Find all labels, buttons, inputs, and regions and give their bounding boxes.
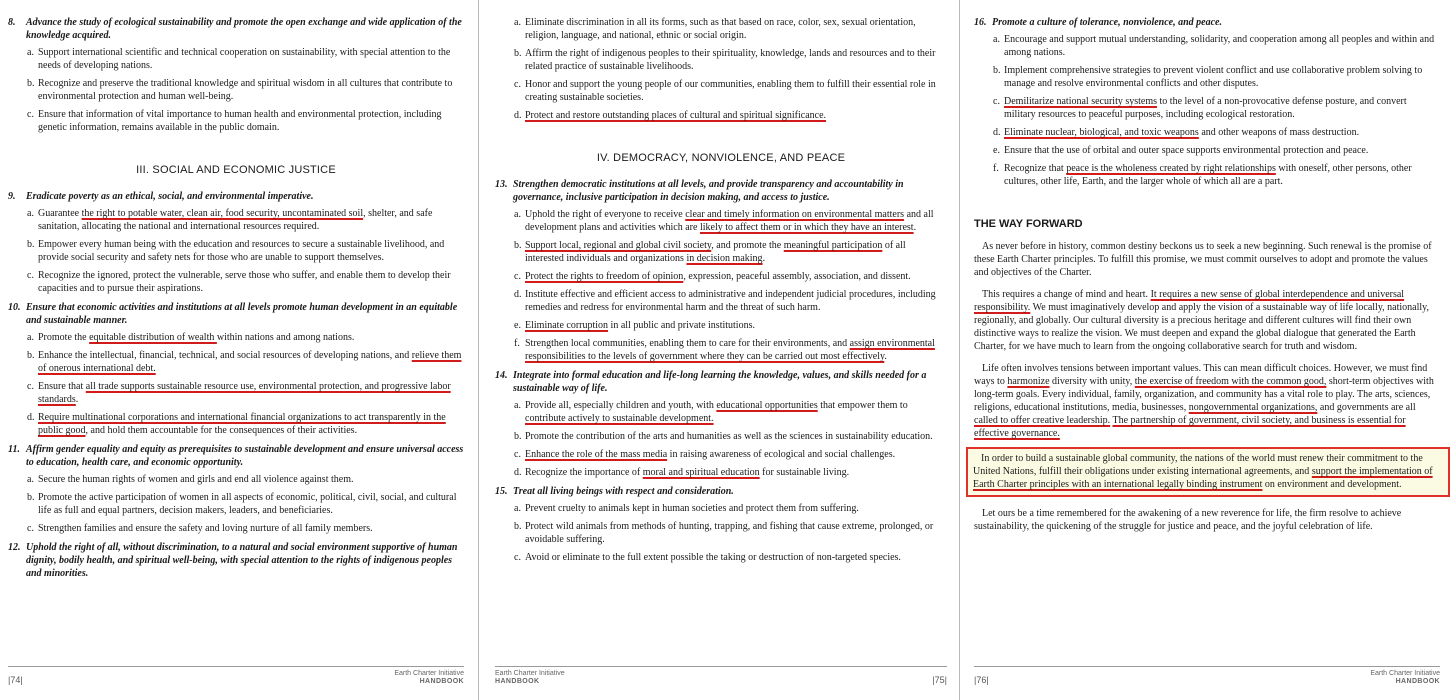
principle-9a [27, 207, 464, 233]
text-run: and all development plans and activities which are [525, 209, 934, 233]
item-text: Ensure that the use of orbital and outer space supports environmental protection and peace. [1004, 145, 1369, 156]
text-run: diversity with unity, [1049, 376, 1135, 387]
text-run: Guarantee [38, 208, 82, 219]
principle-13b [514, 239, 947, 265]
principle-16a [993, 33, 1440, 59]
principle-13f [514, 337, 947, 363]
item-letter: c. [27, 109, 34, 120]
underlined-text: in decision making [686, 253, 763, 264]
item-letter: b. [27, 239, 35, 250]
page-footer [974, 666, 1440, 692]
handbook-brand [394, 670, 464, 686]
item-text [38, 411, 464, 437]
item-letter: a. [514, 503, 521, 514]
handbook-brand [495, 670, 565, 686]
text-run: Enhance the intellectual, financial, technical, and social resources of developing nations, and [38, 350, 412, 361]
underlined-text: The partnership of government, civil society, and business is essential for effective governance. [974, 415, 1406, 439]
item-letter: c. [27, 270, 34, 281]
underlined-text: all trade supports sustainable resource use, environmental protection, and progressive labor standards [38, 381, 451, 405]
item-letter: c. [993, 96, 1000, 107]
principle-8 [8, 16, 464, 42]
text-run: Uphold the right of everyone to receive [525, 209, 686, 220]
underlined-text: educational opportunities [716, 400, 818, 411]
text-run: . [884, 351, 887, 362]
item-text: Implement comprehensive strategies to prevent violent conflict and use collaborative problem solving to manage and resolve environmental conflicts and other disputes. [1004, 65, 1423, 89]
principle-16 [974, 16, 1440, 29]
paragraph-1: As never before in history, common destiny beckons us to seek a new beginning. Such renewal is the promise of these Earth Charter principles. To fulfill this promise, we must commit ourselves to adopt and promote the values and objectives of the Charter. [974, 241, 1432, 278]
principle-9b [27, 238, 464, 264]
underlined-text: It requires a new sense of global interdependence and universal responsibility. [974, 289, 1405, 313]
item-letter: d. [27, 412, 35, 423]
text-run: on environment and development. [1262, 479, 1402, 490]
underlined-text: Enhance the role of the mass media [525, 449, 668, 460]
principle-8b [27, 77, 464, 103]
item-letter: e. [993, 145, 1000, 156]
principle-number: 14. [495, 370, 508, 381]
item-text [1004, 162, 1440, 188]
item-text [525, 448, 947, 461]
text-run: , expression, peaceful assembly, association, and dissent. [683, 271, 911, 282]
paragraph-3 [974, 362, 1440, 440]
text-run: in raising awareness of ecological and social challenges. [667, 449, 896, 460]
principle-12a [514, 16, 947, 42]
principle-13a [514, 208, 947, 234]
item-text: Encourage and support mutual understanding, solidarity, and cooperation among all peoples and within and among nations. [1004, 34, 1435, 58]
item-text: Prevent cruelty to animals kept in human societies and protect them from suffering. [525, 503, 859, 514]
page-number: |74| [8, 675, 23, 685]
page-76-content [960, 16, 1456, 660]
text-run: , and promote the [711, 240, 784, 251]
underlined-text: Require multinational corporations and international financial organizations to act transparently in the public good [38, 412, 446, 436]
principle-9c [27, 269, 464, 295]
page-75 [478, 0, 959, 700]
item-letter: c. [27, 523, 34, 534]
principle-number: 9. [8, 191, 16, 202]
text-run: , and hold them accountable for the consequences of their activities. [85, 425, 358, 436]
item-text [38, 207, 464, 233]
item-letter: b. [514, 240, 522, 251]
text-run: and other weapons of mass destruction. [1198, 127, 1360, 138]
principle-12b [514, 47, 947, 73]
text-run: . [913, 222, 917, 233]
item-text: Strengthen families and ensure the safety and loving nurture of all family members. [38, 523, 373, 534]
item-letter: c. [514, 79, 521, 90]
principle-16e [993, 144, 1440, 157]
principle-text: Ensure that economic activities and institutions at all levels promote human development in an equitable and sustainable manner. [26, 302, 458, 326]
principle-15a [514, 502, 947, 515]
section-heading-way-forward: THE WAY FORWARD [974, 218, 1083, 230]
item-text: Support international scientific and technical cooperation on sustainability, with special attention to the needs of developing nations. [38, 47, 451, 71]
underlined-text: meaningful participation [783, 240, 883, 251]
principle-14 [495, 369, 947, 395]
principle-12c [514, 78, 947, 104]
item-text: Secure the human rights of women and girls and end all violence against them. [38, 474, 354, 485]
item-letter: c. [514, 552, 521, 563]
text-run: to the level of a non-provocative defense posture, and convert military resources to peaceful purposes, including ecological restoration. [1004, 96, 1407, 120]
item-text [525, 270, 947, 283]
item-letter: b. [514, 48, 522, 59]
item-letter: a. [27, 332, 34, 343]
text-run: Recognize the importance of [525, 467, 643, 478]
text-run: and governments are all [1317, 402, 1416, 413]
item-text: Institute effective and efficient access to administrative and independent judicial procedures, including remedies and redress for environmental harm and the threat of such harm. [525, 289, 936, 313]
item-letter: d. [993, 127, 1001, 138]
principle-text: Uphold the right of all, without discrimination, to a natural and social environment supportive of human dignity, bodily health, and spiritual well-being, with special attention to the rights of indigenous peoples and minorities. [26, 542, 458, 579]
text-run: Life often involves tensions between important values. This can mean difficult choices. However, we must find ways to [974, 363, 1428, 387]
section-heading-democracy: IV. DEMOCRACY, NONVIOLENCE, AND PEACE [596, 152, 846, 164]
page-number: |75| [932, 675, 947, 685]
page-74-content [0, 16, 478, 660]
text-run: Promote the [38, 332, 90, 343]
item-letter: c. [27, 381, 34, 392]
item-text: Empower every human being with the education and resources to secure a sustainable livelihood, and provide social security and safety nets for those who are unable to support themselves. [38, 239, 445, 263]
underlined-text: contribute actively to sustainable development. [525, 413, 714, 424]
principle-15b [514, 520, 947, 546]
text-run: for sustainable living. [759, 467, 850, 478]
text-run: Strengthen local communities, enabling them to care for their environments, and [525, 338, 850, 349]
item-letter: c. [514, 449, 521, 460]
item-letter: b. [514, 521, 522, 532]
brand-line-1: Earth Charter Initiative [394, 670, 464, 677]
principle-text: Advance the study of ecological sustainability and promote the open exchange and wide application of the knowledge acquired. [26, 17, 462, 41]
item-letter: b. [27, 492, 35, 503]
underlined-text: Protect the rights to freedom of opinion [525, 271, 684, 282]
item-text [525, 466, 947, 479]
brand-line-2: HANDBOOK [1395, 678, 1440, 685]
principle-11c [27, 522, 464, 535]
principle-text: Eradicate poverty as an ethical, social, and environmental imperative. [26, 191, 314, 202]
underlined-text: the exercise of freedom with the common good, [1134, 376, 1327, 387]
principle-14b [514, 430, 947, 443]
item-text: Honor and support the young people of our communities, enabling them to fulfill their essential role in creating sustainable societies. [525, 79, 936, 103]
item-letter: a. [27, 474, 34, 485]
item-text [525, 239, 947, 265]
principle-number: 8. [8, 17, 16, 28]
item-letter: d. [514, 289, 522, 300]
page-76 [959, 0, 1456, 700]
principle-number: 13. [495, 179, 508, 190]
item-text [525, 319, 947, 332]
principle-16f [993, 162, 1440, 188]
page-number: |76| [974, 675, 989, 685]
underlined-text: nongovernmental organizations, [1188, 402, 1318, 413]
text-run: This requires a change of mind and heart. [982, 289, 1151, 300]
text-run: in all public and private institutions. [608, 320, 755, 331]
item-text [1004, 95, 1440, 121]
text-run: Recognize that [1004, 163, 1067, 174]
principle-12 [8, 541, 464, 580]
underlined-text: Support local, regional and global civil society [525, 240, 712, 251]
principle-14a [514, 399, 947, 425]
principle-10c [27, 380, 464, 406]
text-run: Provide all, especially children and youth, with [525, 400, 717, 411]
item-letter: b. [27, 78, 35, 89]
underlined-text: likely to affect them or in which they have an interest [699, 222, 914, 233]
item-text [525, 109, 947, 122]
underlined-text: Protect and restore outstanding places of cultural and spiritual significance. [525, 110, 827, 121]
brand-line-2: HANDBOOK [495, 678, 540, 685]
principle-text: Promote a culture of tolerance, nonviolence, and peace. [992, 17, 1222, 28]
handbook-brand [1370, 670, 1440, 686]
underlined-text: assign environmental responsibilities to the levels of government where they can be carried out most effectively [525, 338, 935, 362]
page-footer [8, 666, 464, 692]
page-footer [495, 666, 947, 692]
principle-16d [993, 126, 1440, 139]
principle-8a [27, 46, 464, 72]
brand-line-1: Earth Charter Initiative [1370, 670, 1440, 677]
highlighted-paragraph [968, 449, 1448, 495]
item-text: Promote the active participation of women in all aspects of economic, political, civil, social, and cultural life as full and equal partners, decision makers, leaders, and beneficiaries. [38, 492, 457, 516]
underlined-text: harmonize [1007, 376, 1050, 387]
principle-text: Strengthen democratic institutions at all levels, and provide transparency and accountability in governance, inclusive participation in decision making, and access to justice. [513, 179, 904, 203]
item-letter: a. [514, 209, 521, 220]
principle-number: 10. [8, 302, 21, 313]
text-run: that empower them to [817, 400, 908, 411]
item-letter: a. [27, 47, 34, 58]
text-run: short-term objectives with long-term goals. Every individual, family, organization, and community has a vital role to play. The arts, sciences, religions, educational institutions, media, businesses, [974, 376, 1434, 413]
brand-line-2: HANDBOOK [419, 678, 464, 685]
principle-15c [514, 551, 947, 564]
principle-11b [27, 491, 464, 517]
section-heading-social-economic-justice: III. SOCIAL AND ECONOMIC JUSTICE [136, 164, 336, 176]
principle-text: Affirm gender equality and equity as prerequisites to sustainable development and ensure universal access to education, health care, and economic opportunity. [26, 444, 464, 468]
principle-9 [8, 190, 464, 203]
item-text: Ensure that information of vital importance to human health and environmental protection, including genetic information, remains available in the public domain. [38, 109, 442, 133]
text-run: We must imaginatively develop and apply the vision of a sustainable way of life locally, nationally, regionally, and globally. Our cultural diversity is a precious heritage and different cultures will find their own distinctive ways to realize the vision. We must deepen and expand the global dialogue that generated the Earth Charter, for we have much to learn from the ongoing collaborative search for truth and wisdom. [974, 302, 1430, 352]
principle-10b [27, 349, 464, 375]
item-letter: c. [514, 271, 521, 282]
principle-16c [993, 95, 1440, 121]
underlined-text: Demilitarize national security systems [1004, 96, 1158, 107]
item-letter: a. [993, 34, 1000, 45]
principle-8c [27, 108, 464, 134]
item-letter: b. [514, 431, 522, 442]
principle-text: Treat all living beings with respect and consideration. [513, 486, 734, 497]
underlined-text: equitable distribution of wealth [89, 332, 217, 343]
item-text [525, 337, 947, 363]
underlined-text: the right to potable water, clean air, food security, uncontaminated soil [81, 208, 364, 219]
text-run: with oneself, other persons, other cultures, other life, Earth, and the larger whole of which all are a part. [1004, 163, 1412, 187]
item-letter: d. [514, 110, 522, 121]
underlined-text: called to offer creative leadership. [974, 415, 1111, 426]
underlined-text: clear and timely information on environmental matters [685, 209, 905, 220]
principle-10a [27, 331, 464, 344]
item-text: Recognize and preserve the traditional knowledge and spiritual wisdom in all cultures that contribute to environmental protection and human well-being. [38, 78, 453, 102]
item-letter: d. [514, 467, 522, 478]
principle-number: 11. [8, 444, 20, 455]
paragraph-2 [974, 288, 1440, 353]
principle-text: Integrate into formal education and life-long learning the knowledge, values, and skills needed for a sustainable way of life. [513, 370, 927, 394]
principle-14c [514, 448, 947, 461]
text-run: . [75, 394, 79, 405]
item-letter: b. [993, 65, 1001, 76]
item-text [1004, 126, 1440, 139]
underlined-text: Eliminate corruption [525, 320, 609, 331]
item-letter: a. [514, 400, 521, 411]
item-text: Protect wild animals from methods of hunting, trapping, and fishing that cause extreme, prolonged, or avoidable suffering. [525, 521, 934, 545]
item-text [38, 380, 464, 406]
item-letter: a. [514, 17, 521, 28]
item-text [525, 208, 947, 234]
principle-15 [495, 485, 947, 498]
underlined-text: relieve them of onerous international debt. [38, 350, 462, 374]
item-text [38, 331, 464, 344]
principle-10 [8, 301, 464, 327]
brand-line-1: Earth Charter Initiative [495, 670, 565, 677]
principle-number: 15. [495, 486, 508, 497]
principle-13d [514, 288, 947, 314]
text-run: In order to build a sustainable global community, the nations of the world must renew their commitment to the United Nations, fulfill their obligations under existing international agreements, and [973, 453, 1423, 477]
item-text: Promote the contribution of the arts and humanities as well as the sciences in sustainability education. [525, 431, 933, 442]
underlined-text: Eliminate nuclear, biological, and toxic weapons [1004, 127, 1199, 138]
principle-number: 12. [8, 542, 21, 553]
principle-16b [993, 64, 1440, 90]
principle-number: 16. [974, 17, 987, 28]
paragraph-5: Let ours be a time remembered for the awakening of a new reverence for life, the firm resolve to achieve sustainability, the quickening of the struggle for justice and peace, and the joyful celebration of life. [974, 508, 1402, 532]
item-text: Recognize the ignored, protect the vulnerable, serve those who suffer, and enable them to develop their capacities and to pursue their aspirations. [38, 270, 451, 294]
item-letter: b. [27, 350, 35, 361]
underlined-text: peace is the wholeness created by right relationships [1066, 163, 1276, 174]
principle-10d [27, 411, 464, 437]
principle-11 [8, 443, 464, 469]
underlined-text: moral and spiritual education [642, 467, 760, 478]
text-run: within nations and among nations. [216, 332, 355, 343]
item-text: Eliminate discrimination in all its forms, such as that based on race, color, sex, sexual orientation, religion, language, and national, ethnic or social origin. [525, 17, 916, 41]
item-letter: a. [27, 208, 34, 219]
item-letter: f. [514, 338, 520, 349]
principle-11a [27, 473, 464, 486]
item-text [38, 349, 464, 375]
page-74 [0, 0, 478, 700]
principle-14d [514, 466, 947, 479]
item-text: Affirm the right of indigenous peoples to their spirituality, knowledge, lands and resources and to their related practice of sustainable livelihoods. [525, 48, 936, 72]
text-run: Ensure that [38, 381, 86, 392]
item-text: Avoid or eliminate to the full extent possible the taking or destruction of non-targeted species. [525, 552, 901, 563]
underlined-text: support the implementation of Earth Charter principles with an international legally binding instrument [973, 466, 1433, 490]
text-run: of all interested individuals and organizations [525, 240, 906, 264]
text-run: , shelter, and safe sanitation, allocating the national and international resources required. [38, 208, 433, 232]
principle-13e [514, 319, 947, 332]
principle-12d [514, 109, 947, 122]
item-letter: f. [993, 163, 999, 174]
item-text [525, 399, 947, 425]
page-75-content [479, 16, 959, 660]
text-run: . [762, 253, 766, 264]
principle-13c [514, 270, 947, 283]
principle-13 [495, 178, 947, 204]
item-letter: e. [514, 320, 521, 331]
